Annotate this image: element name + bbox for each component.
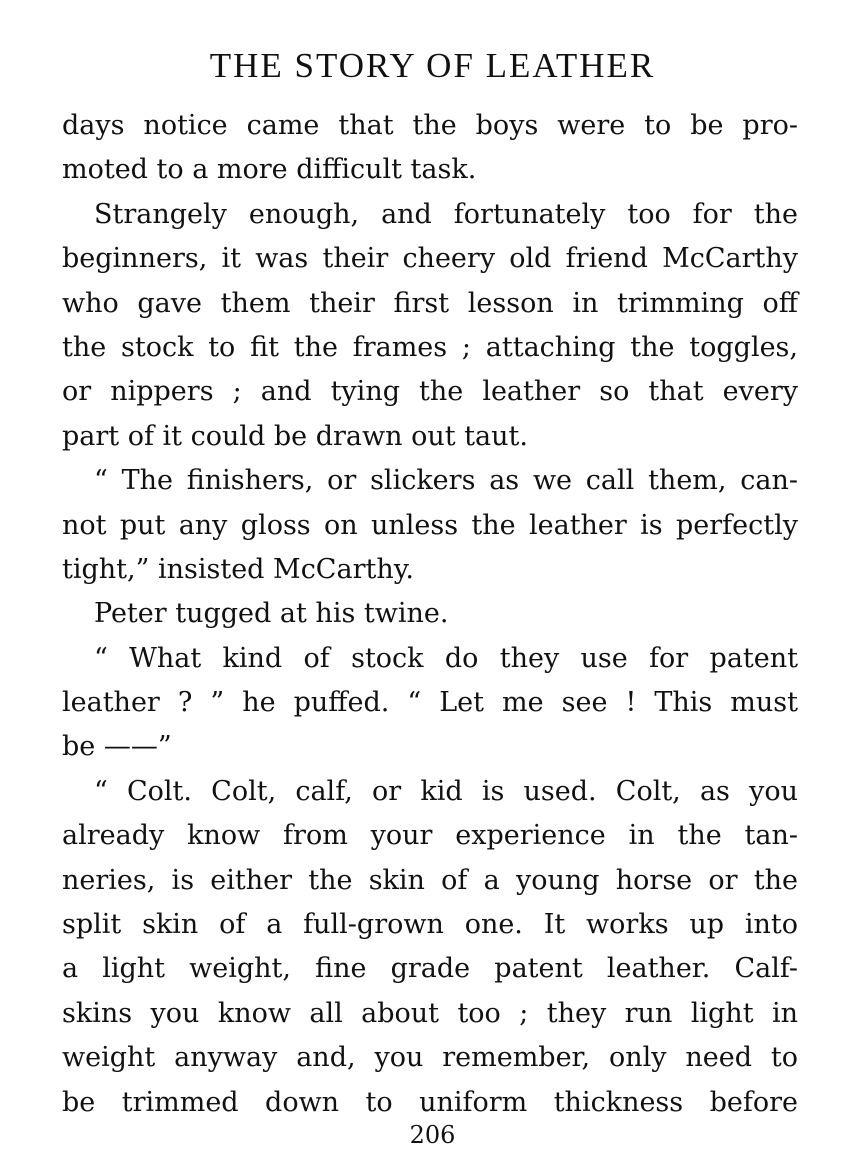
- text-line: the stock to fit the frames ; attaching the toggles,: [62, 331, 798, 363]
- page-number: 206: [409, 1121, 456, 1149]
- text-line: skins you know all about too ; they run light in: [62, 997, 798, 1029]
- text-line: leather ? ” he puffed. “ Let me see ! This must: [62, 687, 798, 719]
- text-line: days notice came that the boys were to be pro-: [62, 110, 798, 141]
- text-line: be ——”: [62, 731, 172, 763]
- text-line: beginners, it was their cheery old friend McCarthy: [62, 243, 798, 275]
- text-line: Peter tugged at his twine.: [94, 598, 449, 630]
- text-line: moted to a more difficult task.: [62, 154, 477, 186]
- text-line: or nippers ; and tying the leather so that every: [62, 376, 798, 408]
- text-line: already know from your experience in the tan-: [62, 820, 798, 852]
- text-line: split skin of a full-grown one. It works up into: [62, 909, 798, 941]
- text-line: “ Colt. Colt, calf, or kid is used. Colt, as you: [94, 775, 798, 807]
- text-line: neries, is either the skin of a young horse or the: [62, 864, 798, 896]
- text-line: weight anyway and, you remember, only need to: [62, 1042, 798, 1074]
- text-line: who gave them their first lesson in trimming off: [62, 287, 798, 319]
- running-head: THE STORY OF LEATHER: [209, 46, 656, 85]
- text-line: be trimmed down to uniform thickness before: [62, 1086, 798, 1118]
- text-line: Strangely enough, and fortunately too for the: [94, 198, 798, 230]
- text-line: a light weight, fine grade patent leather. Calf-: [62, 953, 798, 985]
- text-line: “ The finishers, or slickers as we call them, can-: [94, 465, 798, 497]
- body-text: [62, 104, 798, 1125]
- text-line: not put any gloss on unless the leather is perfectly: [62, 509, 798, 541]
- text-line: “ What kind of stock do they use for patent: [94, 642, 798, 674]
- text-line: part of it could be drawn out taut.: [62, 420, 528, 452]
- text-line: tight,” insisted McCarthy.: [62, 553, 414, 585]
